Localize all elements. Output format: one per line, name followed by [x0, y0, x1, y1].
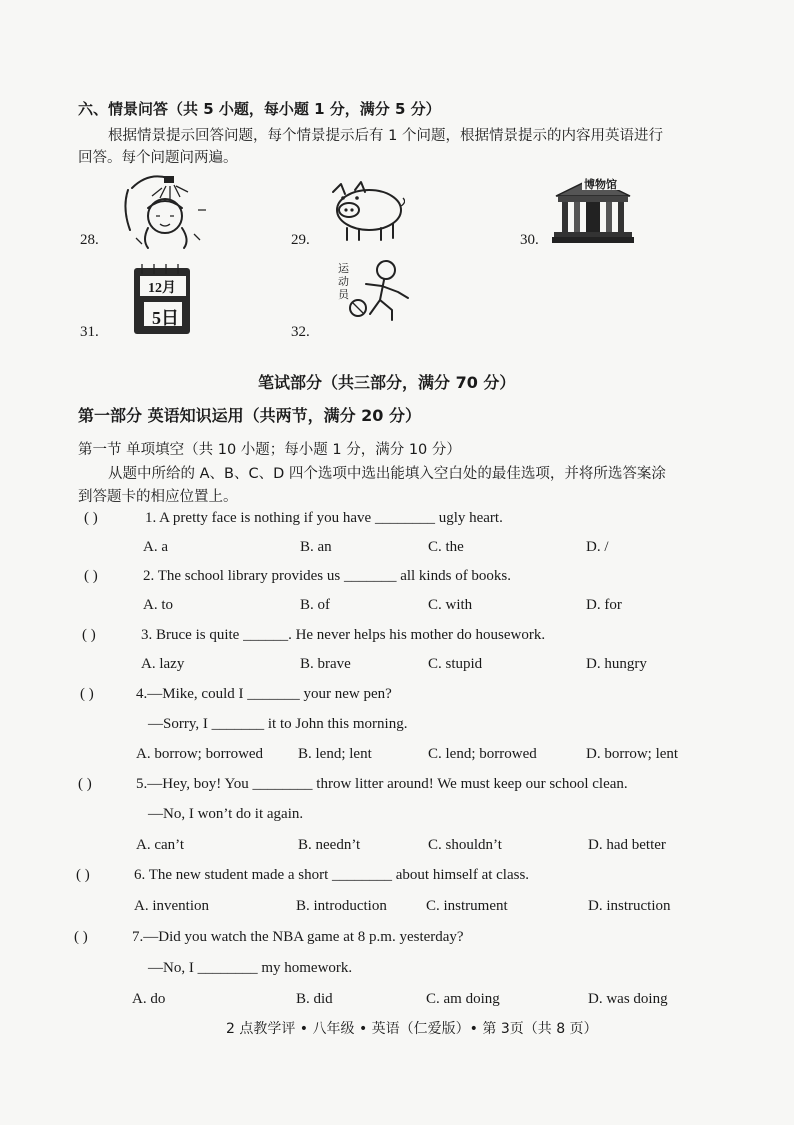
item-29-number: 29.: [291, 232, 310, 248]
question-2-option-d: D. for: [586, 597, 622, 613]
part-1-title: 第一部分 英语知识运用（共两节，满分 20 分）: [78, 406, 421, 425]
section-1-instruction-2: 到答题卡的相应位置上。: [78, 489, 238, 505]
question-4-text: 4.—Mike, could I _______ your new pen?: [136, 686, 392, 702]
question-1-option-a: A. a: [143, 539, 168, 555]
question-5-option-a: A. can’t: [136, 837, 185, 853]
question-5-option-c: C. shouldn’t: [428, 837, 502, 853]
question-1-option-c: C. the: [428, 539, 464, 555]
question-7-option-c: C. am doing: [426, 991, 500, 1007]
question-1-option-b: B. an: [300, 539, 332, 555]
pig-icon: [325, 178, 405, 248]
question-7-option-d: D. was doing: [588, 991, 668, 1007]
calendar-day: 5日: [152, 308, 179, 328]
section-6-instruction-1: 根据情景提示回答问题，每个情景提示后有 1 个问题，根据情景提示的内容用英语进行: [108, 128, 663, 144]
question-4-reply: —Sorry, I _______ it to John this morning.: [148, 716, 408, 732]
section-1-instruction-1: 从题中所给的 A、B、C、D 四个选项中选出能填入空白处的最佳选项，并将所选答案涂: [108, 466, 666, 482]
question-4-option-b: B. lend; lent: [298, 746, 372, 762]
question-2-option-b: B. of: [300, 597, 330, 613]
answer-bracket: ( ): [78, 776, 92, 792]
museum-icon: [552, 172, 634, 248]
question-3-option-c: C. stupid: [428, 656, 483, 672]
answer-bracket: ( ): [76, 867, 90, 883]
written-part-title: 笔试部分（共三部分，满分 70 分）: [258, 373, 516, 392]
section-6-instruction-2: 回答。每个问题问两遍。: [78, 150, 238, 166]
question-5-option-d: D. had better: [588, 837, 666, 853]
question-4-option-d: D. borrow; lent: [586, 746, 679, 762]
question-5-text: 5.—Hey, boy! You ________ throw litter around! We must keep our school clean.: [136, 776, 628, 792]
shower-icon: [118, 168, 213, 254]
question-7-option-a: A. do: [132, 991, 166, 1007]
question-6-option-d: D. instruction: [588, 898, 671, 914]
item-31-number: 31.: [80, 324, 99, 340]
question-6-option-a: A. invention: [134, 898, 209, 914]
item-30-number: 30.: [520, 232, 539, 248]
question-3-option-a: A. lazy: [141, 656, 185, 672]
question-4-option-a: A. borrow; borrowed: [136, 746, 264, 762]
athlete-label: 运 动 员: [338, 262, 349, 301]
question-2-text: 2. The school library provides us _______ all kinds of books.: [143, 568, 512, 584]
calendar-month: 12月: [148, 281, 176, 296]
answer-bracket: ( ): [84, 510, 98, 526]
answer-bracket: ( ): [84, 568, 98, 584]
question-5-option-b: B. needn’t: [298, 837, 361, 853]
question-1-text: 1. A pretty face is nothing if you have ________ ugly heart.: [145, 510, 503, 526]
question-3-option-d: D. hungry: [586, 656, 647, 672]
question-3-text: 3. Bruce is quite ______. He never helps his mother do housework.: [141, 627, 546, 643]
item-28-number: 28.: [80, 232, 99, 248]
calendar-icon: [130, 262, 196, 342]
section-1-title: 第一节 单项填空（共 10 小题；每小题 1 分，满分 10 分）: [78, 442, 461, 458]
section-6-title: 六、情景问答（共 5 小题，每小题 1 分，满分 5 分）: [78, 100, 441, 118]
question-1-option-d: D. /: [586, 539, 609, 555]
question-7-reply: —No, I ________ my homework.: [148, 960, 353, 976]
question-2-option-a: A. to: [143, 597, 173, 613]
museum-sign-label: 博物馆: [584, 178, 617, 191]
question-3-option-b: B. brave: [300, 656, 351, 672]
question-2-option-c: C. with: [428, 597, 473, 613]
question-4-option-c: C. lend; borrowed: [428, 746, 537, 762]
question-6-option-c: C. instrument: [426, 898, 508, 914]
item-32-number: 32.: [291, 324, 310, 340]
page-footer: 2 点教学评 • 八年级 • 英语（仁爱版）• 第 3页（共 8 页）: [226, 1021, 598, 1037]
question-5-reply: —No, I won’t do it again.: [148, 806, 304, 822]
answer-bracket: ( ): [80, 686, 94, 702]
answer-bracket: ( ): [74, 929, 88, 945]
question-7-option-b: B. did: [296, 991, 333, 1007]
question-6-option-b: B. introduction: [296, 898, 387, 914]
question-6-text: 6. The new student made a short ________ about himself at class.: [134, 867, 530, 883]
answer-bracket: ( ): [82, 627, 96, 643]
question-7-text: 7.—Did you watch the NBA game at 8 p.m. yesterday?: [132, 929, 464, 945]
